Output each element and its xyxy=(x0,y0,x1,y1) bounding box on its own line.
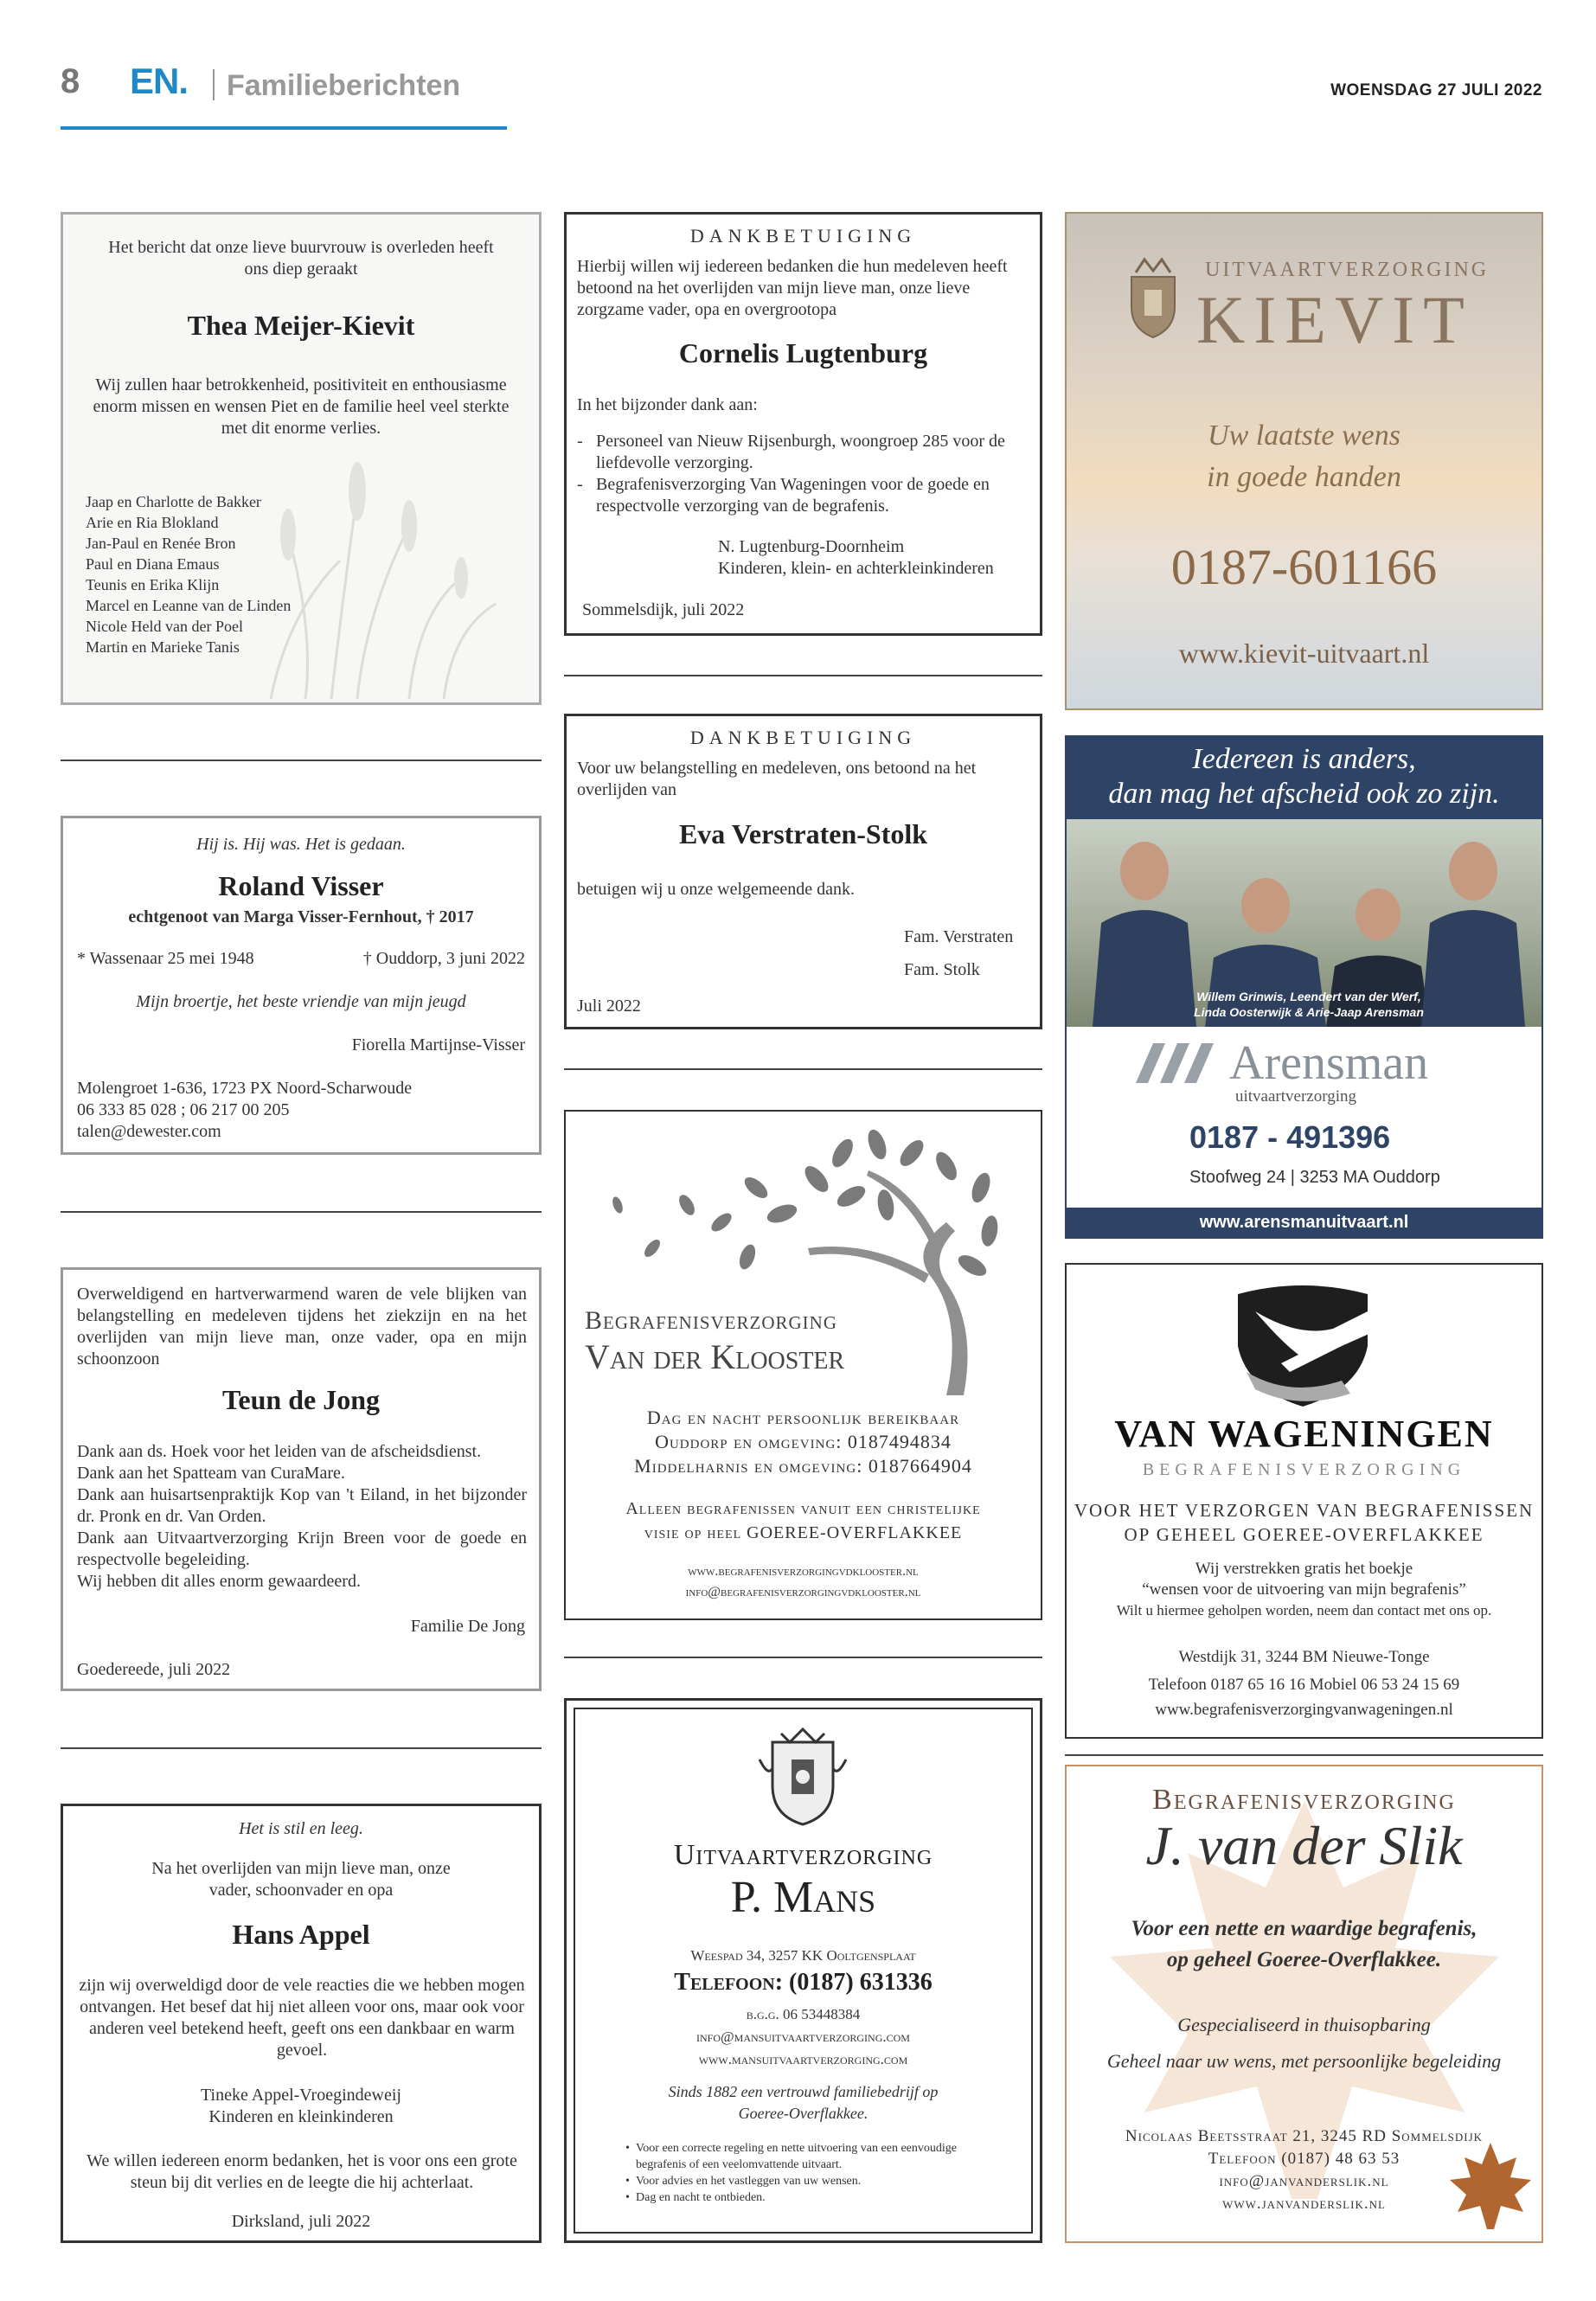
ad-p-mans xyxy=(564,1698,1042,2243)
mans-since2: Goeree-Overflakkee. xyxy=(738,2105,869,2122)
mans-bullet: • Dag en nacht te ontbieden. xyxy=(625,2191,766,2204)
ad-van-wageningen xyxy=(1065,1263,1543,1739)
divider xyxy=(564,675,1042,676)
signer: Martin en Marieke Tanis xyxy=(86,638,240,656)
lugtenburg-items xyxy=(577,431,1029,517)
kievit-phone: 0187-601166 xyxy=(1170,539,1438,595)
kievit-slogan2: in goede handen xyxy=(1207,461,1401,493)
wageningen-text2: “wensen voor de uitvoering van mijn begrafenis” xyxy=(1142,1580,1466,1599)
lugtenburg-sign2: Kinderen, klein- en achterkleinkinderen xyxy=(718,559,994,578)
visser-subtitle: echtgenoot van Marga Visser-Fernhout, † 2017 xyxy=(128,907,474,926)
divider xyxy=(564,1068,1042,1070)
arensman-caption1: Willem Grinwis, Leendert van der Werf, xyxy=(1196,990,1421,1003)
visser-name: Roland Visser xyxy=(218,870,384,901)
kievit-name: KIEVIT xyxy=(1196,282,1473,357)
slik-spec: Gespecialiseerd in thuisopbaring xyxy=(1177,2014,1431,2035)
notice-meijer-kievit xyxy=(61,212,542,705)
section-title: Familieberichten xyxy=(227,69,461,102)
kievit-url[interactable]: www.kievit-uitvaart.nl xyxy=(1178,638,1430,669)
signer: Jaap en Charlotte de Bakker xyxy=(86,493,261,510)
lugtenburg-signers xyxy=(718,536,994,580)
wageningen-phones: Telefoon 0187 65 16 16 Mobiel 06 53 24 15 69 xyxy=(1148,1676,1460,1694)
mans-bullet: • Voor een correcte regeling en nette uitvoering van een eenvoudige begrafenis of een veelomvattende uitvaart. xyxy=(625,2142,957,2171)
arensman-sub: uitvaartverzorging xyxy=(1235,1087,1356,1106)
arensman-url[interactable]: www.arensmanuitvaart.nl xyxy=(1067,1208,1542,1237)
lugtenburg-item: - Personeel van Nieuw Rijsenburgh, woongroep 285 voor de liefdevolle verzorging. xyxy=(577,432,1005,472)
klooster-note xyxy=(566,1497,1041,1545)
klooster-avail: Dag en nacht persoonlijk bereikbaar xyxy=(646,1407,960,1428)
wageningen-text1: Wij verstrekken gratis het boekje xyxy=(1195,1560,1413,1578)
issue-date: WOENSDAG 27 JULI 2022 xyxy=(1330,81,1542,99)
jong-line: Dank aan ds. Hoek voor het leiden van de afscheidsdienst. xyxy=(77,1442,482,1461)
visser-contact xyxy=(77,1078,412,1143)
ad-arensman xyxy=(1065,735,1543,1239)
jong-signer: Familie De Jong xyxy=(410,1617,525,1636)
slik-address: Nicolaas Beetsstraat 21, 3245 RD Sommelsdijk xyxy=(1125,2127,1484,2145)
klooster-mail[interactable]: info@begrafenisverzorgingvdklooster.nl xyxy=(685,1585,921,1599)
arensman-slogan xyxy=(1067,737,1542,819)
arensman-caption2: Linda Oosterwijk & Arie-Jaap Arensman xyxy=(1194,1005,1424,1019)
signer: Nicole Held van der Poel xyxy=(86,618,243,635)
wageningen-text3: Wilt u hiermee geholpen worden, neem dan contact met ons op. xyxy=(1116,1602,1492,1618)
meijer-message: Wij zullen haar betrokkenheid, positiviteit en enthousiasme enorm missen en wensen Piet en de familie heel veel sterkte met dit enorme verlies. xyxy=(93,375,510,438)
divider xyxy=(1065,1754,1543,1756)
page-number: 8 xyxy=(61,62,80,100)
slik-phone: Telefoon (0187) 48 63 53 xyxy=(1208,2150,1401,2168)
mans-bgg: b.g.g. 06 53448384 xyxy=(746,2006,861,2022)
meijer-intro: Het bericht dat onze lieve buurvrouw is overleden heeft ons diep geraakt xyxy=(108,238,494,279)
ad-van-der-slik xyxy=(1065,1765,1543,2243)
verstraten-heading: DANKBETUIGING xyxy=(689,727,917,748)
slik-mail[interactable]: info@janvanderslik.nl xyxy=(1219,2172,1389,2190)
newspaper-logo: EN. xyxy=(130,61,189,101)
appel-place-date: Dirksland, juli 2022 xyxy=(231,2212,371,2231)
slik-contact xyxy=(1067,2125,1542,2215)
wageningen-name: VAN WAGENINGEN xyxy=(1114,1413,1494,1455)
visser-address: Molengroet 1-636, 1723 PX Noord-Scharwoude xyxy=(77,1079,413,1098)
arensman-name: Arensman xyxy=(1229,1036,1429,1090)
visser-line: Mijn broertje, het beste vriendje van mijn jeugd xyxy=(136,992,466,1011)
verstraten-date: Juli 2022 xyxy=(577,997,641,1016)
jong-line: Dank aan huisartsenpraktijk Kop van 't Eiland, in het bijzonder dr. Pronk en dr. Van Orden. xyxy=(77,1485,527,1526)
klooster-phone2: Middelharnis en omgeving: 0187664904 xyxy=(634,1455,972,1477)
arensman-phone: 0187 - 491396 xyxy=(1189,1119,1391,1155)
slik-slogan xyxy=(1067,1913,1542,1976)
verstraten-sign1: Fam. Verstraten xyxy=(904,927,1014,946)
appel-sign2: Kinderen en kleinkinderen xyxy=(208,2107,394,2126)
klooster-line1: Begrafenisverzorging xyxy=(585,1306,838,1335)
jong-lines xyxy=(77,1441,527,1593)
klooster-contact xyxy=(566,1561,1041,1603)
visser-quote: Hij is. Hij was. Het is gedaan. xyxy=(196,835,406,854)
signer: Paul en Diana Emaus xyxy=(86,555,220,573)
slik-slogan2: op geheel Goeree-Overflakkee. xyxy=(1166,1948,1442,1971)
arensman-slogan2: dan mag het afscheid ook zo zijn. xyxy=(1108,778,1500,810)
signer: Jan-Paul en Renée Bron xyxy=(86,535,236,552)
arensman-slogan1: Iedereen is anders, xyxy=(1192,743,1416,775)
wageningen-text xyxy=(1067,1559,1542,1621)
slik-services xyxy=(1067,2007,1542,2080)
notice-teun-de-jong xyxy=(61,1267,542,1691)
arensman-caption xyxy=(1144,989,1473,1020)
kievit-slogan xyxy=(1067,415,1542,498)
klooster-web[interactable]: www.begrafenisverzorgingvdklooster.nl xyxy=(688,1564,919,1579)
meijer-signers xyxy=(86,491,414,657)
header-divider xyxy=(213,69,215,100)
verstraten-intro: Voor uw belangstelling en medeleven, ons betoond na het overlijden van xyxy=(577,759,977,799)
slik-web[interactable]: www.janvanderslik.nl xyxy=(1222,2195,1386,2213)
appel-quote: Het is stil en leeg. xyxy=(239,1819,363,1838)
slik-wish: Geheel naar uw wens, met persoonlijke begeleiding xyxy=(1106,2050,1502,2072)
mans-line2: P. Mans xyxy=(730,1873,876,1922)
verstraten-sign2: Fam. Stolk xyxy=(904,960,980,979)
klooster-line2: Van der Klooster xyxy=(585,1337,845,1376)
kievit-crest-icon xyxy=(1118,255,1188,342)
jong-name: Teun de Jong xyxy=(222,1384,380,1415)
lugtenburg-heading: DANKBETUIGING xyxy=(689,225,917,247)
meijer-name: Thea Meijer-Kievit xyxy=(187,310,415,341)
signer: Teunis en Erika Klijn xyxy=(86,576,220,593)
klooster-note1: Alleen begrafenissen vanuit een christelijke xyxy=(625,1499,981,1518)
divider xyxy=(61,760,542,761)
bird-shield-icon xyxy=(1221,1277,1385,1407)
slik-name: J. van der Slik xyxy=(1145,1815,1463,1876)
signer: Arie en Ria Blokland xyxy=(86,514,219,531)
visser-signer: Fiorella Martijnse-Visser xyxy=(351,1035,525,1054)
wageningen-tag1: VOOR HET VERZORGEN VAN BEGRAFENISSEN xyxy=(1074,1500,1535,1521)
lugtenburg-thanks-intro: In het bijzonder dank aan: xyxy=(577,395,758,414)
klooster-info xyxy=(566,1406,1041,1478)
appel-name: Hans Appel xyxy=(232,1919,370,1950)
lugtenburg-sign1: N. Lugtenburg-Doornheim xyxy=(718,537,905,556)
mans-line1: Uitvaartverzorging xyxy=(673,1839,933,1871)
slik-slogan1: Voor een nette en waardige begrafenis, xyxy=(1131,1917,1477,1940)
wageningen-tag2: OP GEHEEL GOEREE-OVERFLAKKEE xyxy=(1124,1524,1484,1545)
arensman-address: Stoofweg 24 | 3253 MA Ouddorp xyxy=(1189,1168,1440,1187)
mans-address: Weespad 34, 3257 KK Ooltgensplaat xyxy=(690,1947,916,1964)
mans-bullets xyxy=(625,2140,997,2206)
klooster-phone1: Ouddorp en omgeving: 0187494834 xyxy=(655,1431,952,1452)
appel-signers xyxy=(63,2085,539,2128)
divider xyxy=(61,1747,542,1749)
jong-line: Wij hebben dit alles enorm gewaardeerd. xyxy=(77,1572,361,1591)
mans-since xyxy=(567,2081,1040,2125)
jong-intro: Overweldigend en hartverwarmend waren de vele blijken van belangstelling en medeleven tijdens het ziekzijn en na het overlijden van mijn lieve man, onze vader, opa en mijn schoonzoon xyxy=(77,1285,527,1368)
mans-web[interactable]: www.mansuitvaartverzorging.com xyxy=(698,2051,908,2067)
lugtenburg-intro: Hierbij willen wij iedereen bedanken die hun medeleven heeft betoond na het overlijden van mijn lieve man, onze lieve zorgzame vader, opa en overgrootopa xyxy=(577,257,1008,319)
visser-born: * Wassenaar 25 mei 1948 xyxy=(77,949,254,968)
wageningen-tagline xyxy=(1067,1498,1542,1547)
mans-mail[interactable]: info@mansuitvaartverzorging.com xyxy=(696,2029,910,2045)
header-underline xyxy=(61,126,507,130)
verstraten-signers xyxy=(904,920,1013,986)
signer: Marcel en Leanne van de Linden xyxy=(86,597,292,614)
appel-sign1: Tineke Appel-Vroegindeweij xyxy=(201,2086,401,2105)
visser-died: † Ouddorp, 3 juni 2022 xyxy=(362,949,525,968)
wageningen-contact xyxy=(1067,1644,1542,1721)
appel-closing: We willen iedereen enorm bedanken, het is voor ons een grote steun bij dit verlies en de leegte die hij achterlaat. xyxy=(87,2151,517,2192)
slik-top: Begrafenisverzorging xyxy=(1152,1784,1456,1816)
wageningen-sub: BEGRAFENISVERZORGING xyxy=(1142,1460,1466,1479)
lugtenburg-name: Cornelis Lugtenburg xyxy=(678,337,928,369)
notice-cornelis-lugtenburg xyxy=(564,212,1042,636)
arensman-logo-icon xyxy=(1136,1043,1222,1083)
ad-kievit xyxy=(1065,212,1543,710)
appel-intro: Na het overlijden van mijn lieve man, onze vader, schoonvader en opa xyxy=(151,1859,451,1900)
notice-roland-visser xyxy=(61,816,542,1155)
mans-since1: Sinds 1882 een vertrouwd familiebedrijf op xyxy=(668,2083,939,2100)
wageningen-url[interactable]: www.begrafenisverzorgingvanwageningen.nl xyxy=(1155,1701,1453,1719)
arensman-team-photo xyxy=(1067,819,1542,1027)
notice-eva-verstraten-stolk xyxy=(564,714,1042,1029)
visser-phones: 06 333 85 028 ; 06 217 00 205 xyxy=(77,1100,290,1119)
mans-bullet: • Voor advies en het vastleggen van uw wensen. xyxy=(625,2175,862,2188)
appel-text: zijn wij overweldigd door de vele reacties die we hebben mogen ontvangen. Het besef dat hij niet alleen voor ons, maar ook voor anderen veel betekend heeft, geeft ons een dankbaar en warm gevoel. xyxy=(79,1976,525,2060)
lugtenburg-item: - Begrafenisverzorging Van Wageningen voor de goede en respectvolle verzorging van de begrafenis. xyxy=(577,475,990,516)
divider xyxy=(61,1211,542,1213)
visser-email: talen@dewester.com xyxy=(77,1122,221,1141)
notice-hans-appel xyxy=(61,1804,542,2243)
coat-of-arms-icon xyxy=(755,1725,850,1829)
klooster-note2: visie op heel GOEREE-OVERFLAKKEE xyxy=(644,1523,963,1542)
verstraten-name: Eva Verstraten-Stolk xyxy=(678,818,928,849)
verstraten-thanks: betuigen wij u onze welgemeende dank. xyxy=(577,880,855,899)
wageningen-address: Westdijk 31, 3244 BM Nieuwe-Tonge xyxy=(1178,1648,1430,1666)
mans-phone: Telefoon: (0187) 631336 xyxy=(674,1969,933,1996)
mans-contact xyxy=(567,2003,1040,2071)
kievit-top: UITVAARTVERZORGING xyxy=(1205,259,1490,281)
jong-line: Dank aan Uitvaartverzorging Krijn Breen voor de goede en respectvolle begeleiding. xyxy=(77,1529,527,1569)
lugtenburg-place-date: Sommelsdijk, juli 2022 xyxy=(582,600,745,619)
jong-place-date: Goedereede, juli 2022 xyxy=(77,1660,231,1679)
kievit-slogan1: Uw laatste wens xyxy=(1208,420,1401,452)
jong-line: Dank aan het Spatteam van CuraMare. xyxy=(77,1464,345,1483)
ad-van-der-klooster xyxy=(564,1110,1042,1620)
divider xyxy=(564,1657,1042,1658)
